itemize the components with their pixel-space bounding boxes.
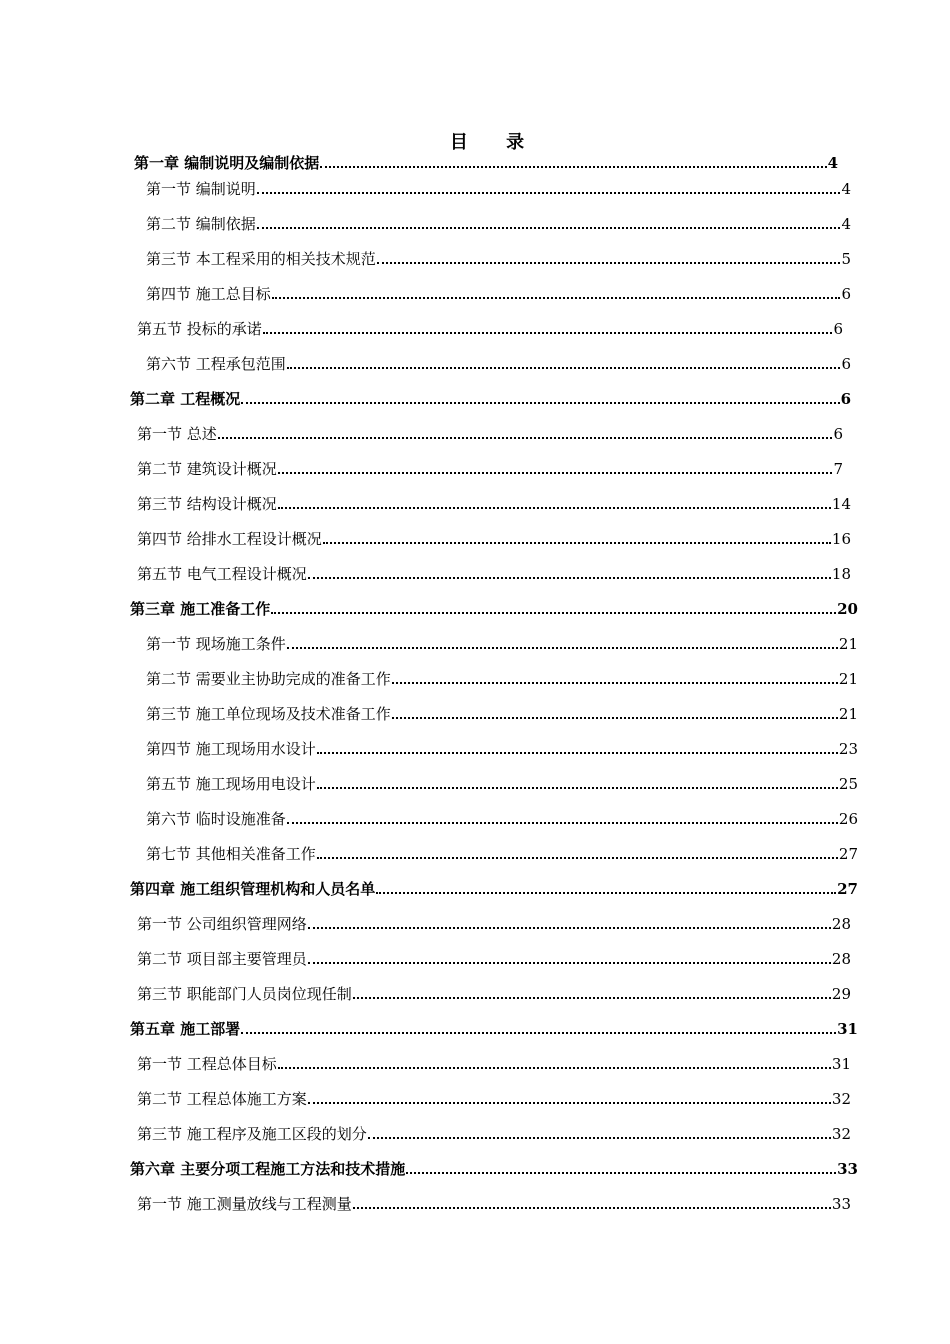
toc-entry-page-number: 4 <box>841 180 851 198</box>
toc-entry-label: 第二节 建筑设计概况 <box>137 460 277 478</box>
dot-leader <box>241 402 839 404</box>
dot-leader <box>308 1102 831 1104</box>
toc-entry-page-number: 26 <box>838 810 858 828</box>
toc-chapter-entry[interactable] <box>130 598 858 620</box>
toc-entry-page-number: 16 <box>831 530 851 548</box>
toc-entry-page-number: 28 <box>831 950 851 968</box>
toc-section-entry[interactable] <box>146 773 858 795</box>
toc-entry-page-number: 31 <box>831 1055 851 1073</box>
dot-leader <box>323 542 831 544</box>
toc-section-entry[interactable] <box>146 703 858 725</box>
toc-section-entry[interactable] <box>146 738 858 760</box>
toc-section-entry[interactable] <box>137 1053 851 1075</box>
toc-section-entry[interactable] <box>146 178 851 200</box>
toc-entry-page-number: 27 <box>837 880 858 898</box>
toc-entry-page-number: 4 <box>827 154 838 172</box>
toc-entry-page-number: 14 <box>831 495 851 513</box>
toc-entry-label: 第二节 编制依据 <box>146 215 256 233</box>
toc-entry-label: 第三节 结构设计概况 <box>137 495 277 513</box>
toc-entry-page-number: 28 <box>831 915 851 933</box>
toc-entry-label: 第三节 施工程序及施工区段的划分 <box>137 1125 367 1143</box>
dot-leader <box>392 682 838 684</box>
toc-chapter-entry[interactable] <box>134 152 838 174</box>
toc-section-entry[interactable] <box>137 913 851 935</box>
toc-section-entry[interactable] <box>146 808 858 830</box>
dot-leader <box>317 857 838 859</box>
toc-entry-label: 第四章 施工组织管理机构和人员名单 <box>130 880 376 898</box>
toc-entry-page-number: 25 <box>838 775 858 793</box>
dot-leader <box>368 1137 831 1139</box>
toc-entry-label: 第三章 施工准备工作 <box>130 600 271 618</box>
toc-entry-label: 第一章 编制说明及编制依据 <box>134 154 320 172</box>
toc-entry-label: 第四节 给排水工程设计概况 <box>137 530 322 548</box>
toc-entry-page-number: 20 <box>837 600 858 618</box>
toc-chapter-entry[interactable] <box>130 388 851 410</box>
dot-leader <box>272 297 841 299</box>
dot-leader <box>317 752 838 754</box>
dot-leader <box>241 1032 836 1034</box>
dot-leader <box>278 507 831 509</box>
toc-title: 目 录 <box>449 132 541 153</box>
dot-leader <box>278 472 833 474</box>
dot-leader <box>406 1172 836 1174</box>
toc-entry-page-number: 32 <box>831 1125 851 1143</box>
dot-leader <box>376 892 836 894</box>
toc-entry-page-number: 6 <box>840 390 851 408</box>
toc-entry-page-number: 18 <box>831 565 851 583</box>
dot-leader <box>287 822 838 824</box>
toc-entry-page-number: 6 <box>833 320 843 338</box>
toc-entry-label: 第三节 施工单位现场及技术准备工作 <box>146 705 391 723</box>
toc-entry-page-number: 5 <box>841 250 851 268</box>
dot-leader <box>257 227 841 229</box>
toc-section-entry[interactable] <box>137 948 851 970</box>
toc-entry-page-number: 33 <box>837 1160 858 1178</box>
dot-leader <box>263 332 833 334</box>
toc-entry-page-number: 6 <box>833 425 843 443</box>
toc-entry-page-number: 29 <box>831 985 851 1003</box>
toc-entry-label: 第四节 施工现场用水设计 <box>146 740 316 758</box>
dot-leader <box>317 787 838 789</box>
toc-entry-page-number: 31 <box>837 1020 858 1038</box>
toc-entry-page-number: 32 <box>831 1090 851 1108</box>
toc-section-entry[interactable] <box>137 318 843 340</box>
toc-entry-page-number: 7 <box>833 460 843 478</box>
toc-entry-label: 第三节 本工程采用的相关技术规范 <box>146 250 376 268</box>
toc-entry-label: 第五章 施工部署 <box>130 1020 241 1038</box>
toc-entry-label: 第二节 需要业主协助完成的准备工作 <box>146 670 391 688</box>
toc-section-entry[interactable] <box>137 1123 851 1145</box>
toc-chapter-entry[interactable] <box>130 878 858 900</box>
dot-leader <box>308 927 831 929</box>
toc-section-entry[interactable] <box>146 248 851 270</box>
dot-leader <box>320 166 826 168</box>
toc-entry-label: 第一节 公司组织管理网络 <box>137 915 307 933</box>
toc-section-entry[interactable] <box>137 458 843 480</box>
dot-leader <box>287 647 838 649</box>
toc-section-entry[interactable] <box>137 528 851 550</box>
toc-chapter-entry[interactable] <box>130 1018 858 1040</box>
dot-leader <box>271 612 836 614</box>
dot-leader <box>278 1067 831 1069</box>
toc-entry-label: 第二节 工程总体施工方案 <box>137 1090 307 1108</box>
toc-entry-label: 第三节 职能部门人员岗位现任制 <box>137 985 352 1003</box>
toc-entry-label: 第六章 主要分项工程施工方法和技术措施 <box>130 1160 406 1178</box>
toc-entry-label: 第六节 临时设施准备 <box>146 810 286 828</box>
toc-section-entry[interactable] <box>146 633 858 655</box>
toc-section-entry[interactable] <box>137 423 843 445</box>
toc-entry-label: 第一节 编制说明 <box>146 180 256 198</box>
toc-entry-label: 第一节 现场施工条件 <box>146 635 286 653</box>
dot-leader <box>308 577 831 579</box>
toc-entry-label: 第五节 电气工程设计概况 <box>137 565 307 583</box>
toc-entry-page-number: 33 <box>831 1195 851 1213</box>
toc-entry-page-number: 6 <box>841 355 851 373</box>
toc-entry-page-number: 21 <box>838 705 858 723</box>
toc-entry-page-number: 27 <box>838 845 858 863</box>
toc-section-entry[interactable] <box>137 1193 851 1215</box>
toc-section-entry[interactable] <box>137 493 851 515</box>
toc-section-entry[interactable] <box>137 983 851 1005</box>
dot-leader <box>353 1207 831 1209</box>
toc-entry-label: 第六节 工程承包范围 <box>146 355 286 373</box>
toc-entry-label: 第一节 总述 <box>137 425 217 443</box>
toc-entry-label: 第二节 项目部主要管理员 <box>137 950 307 968</box>
toc-section-entry[interactable] <box>137 563 851 585</box>
toc-section-entry[interactable] <box>146 668 858 690</box>
dot-leader <box>353 997 831 999</box>
toc-chapter-entry[interactable] <box>130 1158 858 1180</box>
dot-leader <box>218 437 833 439</box>
dot-leader <box>377 262 841 264</box>
dot-leader <box>392 717 838 719</box>
toc-entry-page-number: 4 <box>841 215 851 233</box>
toc-section-entry[interactable] <box>146 283 851 305</box>
toc-entry-label: 第一节 工程总体目标 <box>137 1055 277 1073</box>
toc-entry-page-number: 6 <box>841 285 851 303</box>
toc-entry-label: 第二章 工程概况 <box>130 390 241 408</box>
toc-section-entry[interactable] <box>146 353 851 375</box>
toc-entry-page-number: 21 <box>838 670 858 688</box>
toc-entry-label: 第七节 其他相关准备工作 <box>146 845 316 863</box>
toc-entry-label: 第五节 施工现场用电设计 <box>146 775 316 793</box>
toc-entry-page-number: 23 <box>838 740 858 758</box>
toc-entry-page-number: 21 <box>838 635 858 653</box>
toc-section-entry[interactable] <box>137 1088 851 1110</box>
toc-entry-label: 第一节 施工测量放线与工程测量 <box>137 1195 352 1213</box>
toc-section-entry[interactable] <box>146 213 851 235</box>
dot-leader <box>308 962 831 964</box>
dot-leader <box>287 367 841 369</box>
dot-leader <box>257 192 841 194</box>
toc-section-entry[interactable] <box>146 843 858 865</box>
toc-entry-label: 第四节 施工总目标 <box>146 285 271 303</box>
toc-entry-label: 第五节 投标的承诺 <box>137 320 262 338</box>
